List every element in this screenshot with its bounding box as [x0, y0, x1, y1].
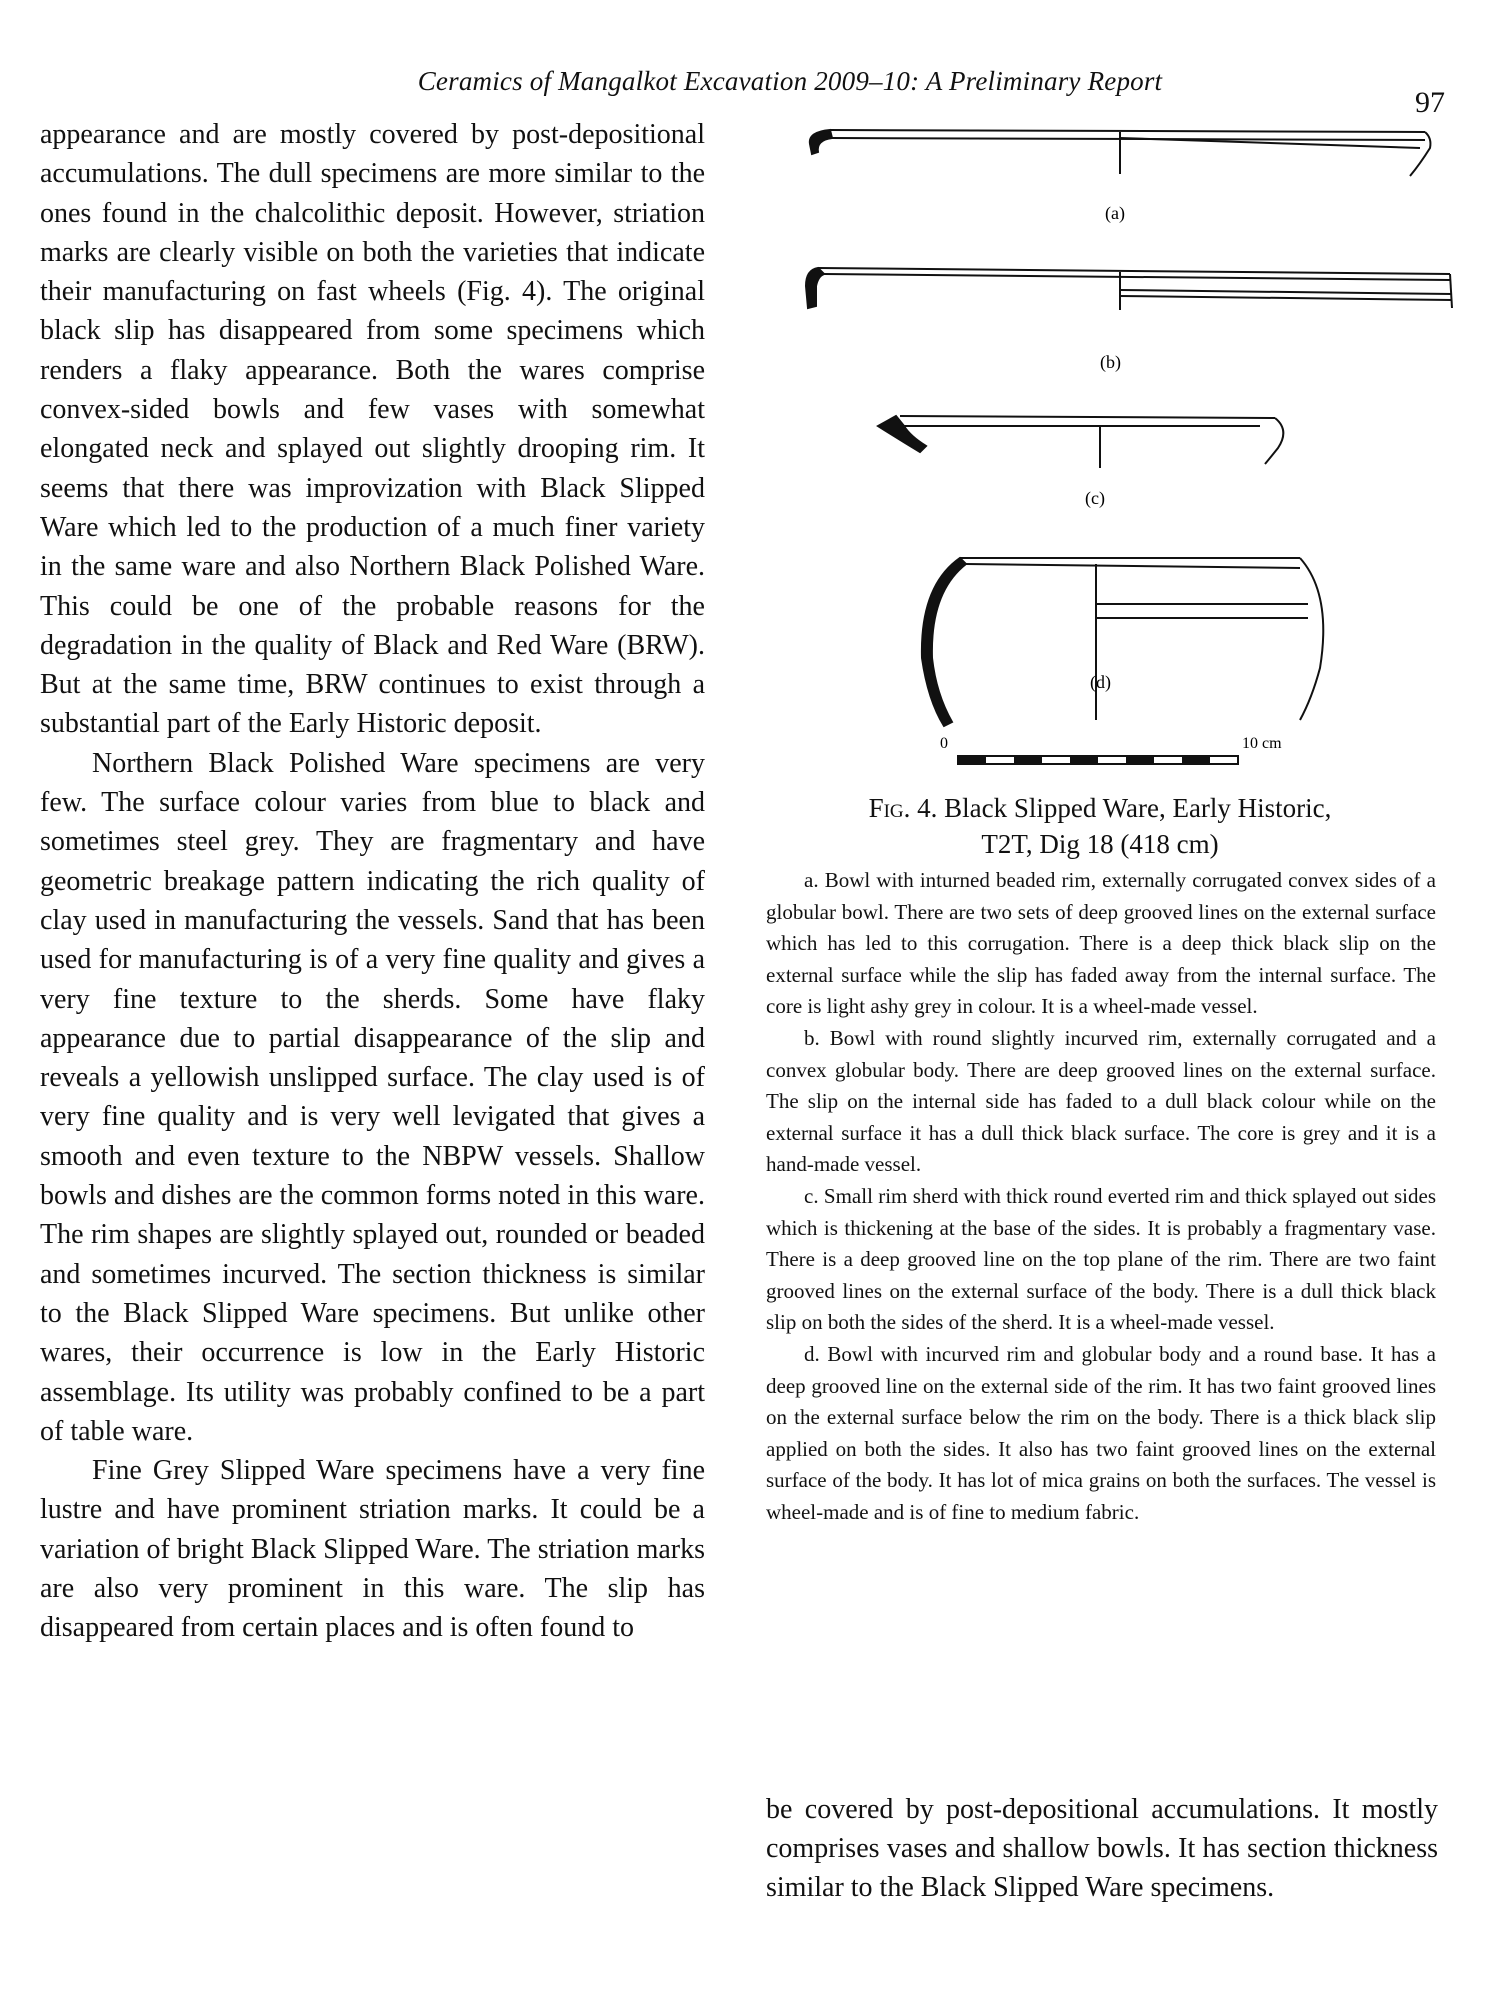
- scale-end-label: 10 cm: [1242, 735, 1282, 752]
- label-b: (b): [1100, 352, 1121, 372]
- caption-fig-label: Fig. 4.: [868, 793, 938, 823]
- label-c: (c): [1085, 488, 1105, 508]
- note-b: b. Bowl with round slightly incurved rim, externally corrugated and a convex globular body. There are deep grooved lines on the external surface. The slip on the internal side has faded to a dull black colour while on the external surface it has a dull thick black surface. The core is grey and it is a hand-made vessel.: [766, 1025, 1436, 1177]
- note-c: c. Small rim sherd with thick round everted rim and thick splayed out sides which is thickening at the base of the sides. It is probably a fragmentary vase. There is a deep grooved line on the top plane of the rim. There are two faint grooved lines on the external surface of the body. There is a dull thick black slip on both the sides of the sherd. It is a wheel-made vessel.: [766, 1183, 1436, 1335]
- left-column: [40, 115, 705, 1648]
- caption-text-1: Black Slipped Ware, Early Historic,: [944, 793, 1332, 823]
- scale-start-label: 0: [940, 735, 948, 752]
- sherd-b-drawing: [806, 268, 1452, 310]
- sherd-c-drawing: [878, 416, 1283, 468]
- figure-notes: [766, 865, 1436, 1528]
- page-number: 97: [1415, 86, 1445, 119]
- sherd-d-drawing: [922, 558, 1323, 726]
- pottery-figure: [760, 118, 1460, 778]
- caption-line-1: [770, 790, 1430, 826]
- scale-bar: [958, 756, 1238, 764]
- note-d: d. Bowl with incurved rim and globular body and a round base. It has a deep grooved line on the external side of the rim. It has two faint grooved lines on the external surface below the rim on the body. There is a thick black slip applied on both the sides. It also has two faint grooved lines on the external surface of the body. It has lot of mica grains on both the surfaces. The vessel is wheel-made and is of fine to medium fabric.: [766, 1341, 1436, 1524]
- note-a: a. Bowl with inturned beaded rim, externally corrugated convex sides of a globular bowl. There are two sets of deep grooved lines on the external surface which has led to this corrugation. There is a deep thick black slip on the external surface while the slip has faded away from the internal surface. The core is light ashy grey in colour. It is a wheel-made vessel.: [766, 868, 1436, 1019]
- right-paragraph-1: be covered by post-depositional accumulations. It mostly comprises vases and shallow bowls. It has section thickness similar to the Black Slipped Ware specimens.: [766, 1794, 1438, 1903]
- left-paragraph-2: Northern Black Polished Ware specimens are very few. The surface colour varies from blue to black and sometimes steel grey. They are fragmentary and have geometric breakage pattern indicating the rich quality of clay used in manufacturing the vessels. Sand that has been used for manufacturing is of a very fine quality and gives a very fine texture to the sherds. Some have flaky appearance due to partial disappearance of the slip and reveals a yellowish unslipped surface. The clay used is of very fine quality and is very well levigated that gives a smooth and even texture to the NBPW vessels. Shallow bowls and dishes are the common forms noted in this ware. The rim shapes are slightly splayed out, rounded or beaded and sometimes incurved. The section thickness is similar to the Black Slipped Ware specimens. But unlike other wares, their occurrence is low in the Early Historic assemblage. Its utility was probably confined to be a part of table ware.: [40, 747, 705, 1447]
- left-paragraph-3: Fine Grey Slipped Ware specimens have a very fine lustre and have prominent striation marks. It could be a variation of bright Black Slipped Ware. The striation marks are also very prominent in this ware. The slip has disappeared from certain places and is often found to: [40, 1455, 705, 1644]
- sherd-a-drawing: [810, 130, 1431, 176]
- caption-line-2: T2T, Dig 18 (418 cm): [981, 829, 1219, 859]
- right-column-bottom: [766, 1790, 1438, 1907]
- running-header: Ceramics of Mangalkot Excavation 2009–10: A Preliminary Report: [417, 66, 1163, 96]
- label-d: (d): [1090, 672, 1111, 692]
- left-paragraph-1: appearance and are mostly covered by post-depositional accumulations. The dull specimens are more similar to the ones found in the chalcolithic deposit. However, striation marks are clearly visible on both the varieties that indicate their manufacturing on fast wheels (Fig. 4). The original black slip has disappeared from some specimens which renders a flaky appearance. Both the wares comprise convex-sided bowls and few vases with somewhat elongated neck and splayed out slightly drooping rim. It seems that there was improvization with Black Slipped Ware which led to the production of a much finer variety in the same ware and also Northern Black Polished Ware. This could be one of the probable reasons for the degradation in the quality of Black and Red Ware (BRW). But at the same time, BRW continues to exist through a substantial part of the Early Historic deposit.: [40, 119, 705, 740]
- figure-caption: [770, 790, 1430, 862]
- label-a: (a): [1105, 203, 1125, 223]
